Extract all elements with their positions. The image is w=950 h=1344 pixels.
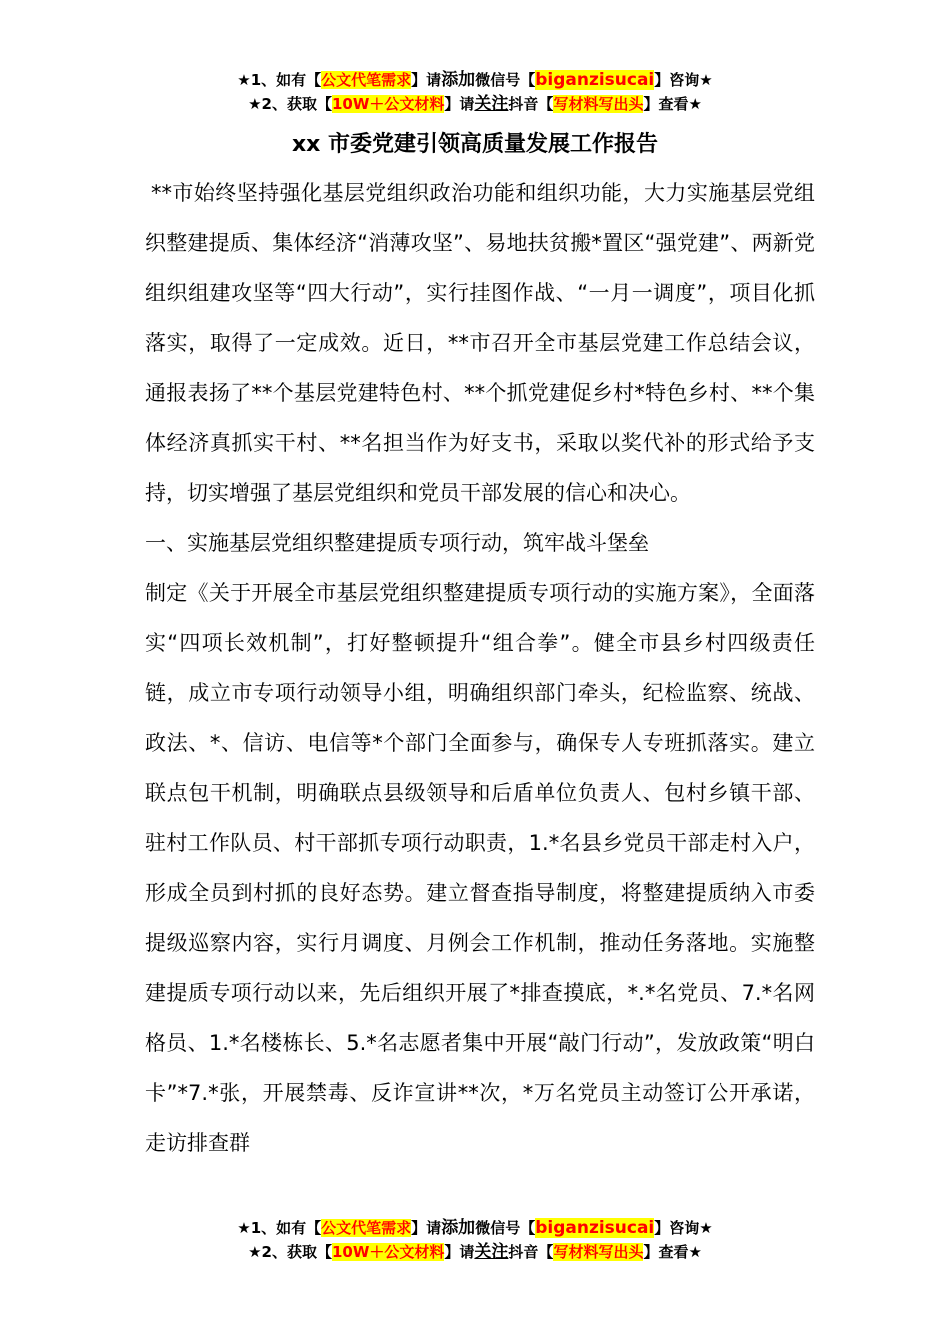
highlight-materials: 10W＋公文材料	[331, 1243, 445, 1261]
bottom-promo-banner	[0, 1216, 950, 1264]
highlight-wechat-id: biganzisucai	[535, 1218, 655, 1238]
section-heading-1: 一、实施基层党组织整建提质专项行动，筑牢战斗堡垒	[145, 531, 649, 555]
highlight-wechat-id: biganzisucai	[535, 70, 655, 90]
promo-line-2: ★2、获取【10W＋公文材料】请关注抖音【写材料写出头】查看★	[248, 1242, 702, 1262]
promo-line-1: ★1、如有【公文代笔需求】请添加微信号【biganzisucai】咨询★	[237, 1218, 713, 1238]
highlight-douyin: 写材料写出头	[553, 1243, 644, 1261]
section-1-paragraph: 制定《关于开展全市基层党组织整建提质专项行动的实施方案》，全面落实“四项长效机制”，打好整顿提升“组合拳”。健全市县乡村四级责任链，成立市专项行动领导小组，明确组织部门牵头，纪检监察、统战、政法、*、信访、电信等*个部门全面参与，确保专人专班抓落实。建立联点包干机制，明确联点县级领导和后盾单位负责人、包村乡镇干部、驻村工作队员、村干部抓专项行动职责，1.*名县乡党员干部走村入户，形成全员到村抓的良好态势。建立督查指导制度，将整建提质纳入市委提级巡察内容，实行月调度、月例会工作机制，推动任务落地。实施整建提质专项行动以来，先后组织开展了*排查摸底，*.*名党员、7.*名网格员、1.*名楼栋长、5.*名志愿者集中开展“敲门行动”，发放政策“明白卡”*7.*张，开展禁毒、反诈宣讲**次，*万名党员主动签订公开承诺，走访排查群	[145, 581, 815, 1155]
intro-paragraph: **市始终坚持强化基层党组织政治功能和组织功能，大力实施基层党组织整建提质、集体经济“消薄攻坚”、易地扶贫搬*置区“强党建”、两新党组织组建攻坚等“四大行动”，实行挂图作战、“一月一调度”，项目化抓落实，取得了一定成效。近日，**市召开全市基层党建工作总结会议，通报表扬了**个基层党建特色村、**个抓党建促乡村*特色乡村、**个集体经济真抓实干村、**名担当作为好支书，采取以奖代补的形式给予支持，切实增强了基层党组织和党员干部发展的信心和决心。	[145, 181, 815, 505]
highlight-service: 公文代笔需求	[321, 1219, 412, 1237]
document-body	[145, 168, 815, 1168]
document-title: xx 市委党建引领高质量发展工作报告	[291, 132, 659, 157]
highlight-service: 公文代笔需求	[321, 71, 412, 89]
promo-line-1: ★1、如有【公文代笔需求】请添加微信号【biganzisucai】咨询★	[237, 70, 713, 90]
highlight-materials: 10W＋公文材料	[331, 95, 445, 113]
top-promo-banner	[0, 68, 950, 116]
highlight-douyin: 写材料写出头	[553, 95, 644, 113]
promo-line-2: ★2、获取【10W＋公文材料】请关注抖音【写材料写出头】查看★	[248, 94, 702, 114]
